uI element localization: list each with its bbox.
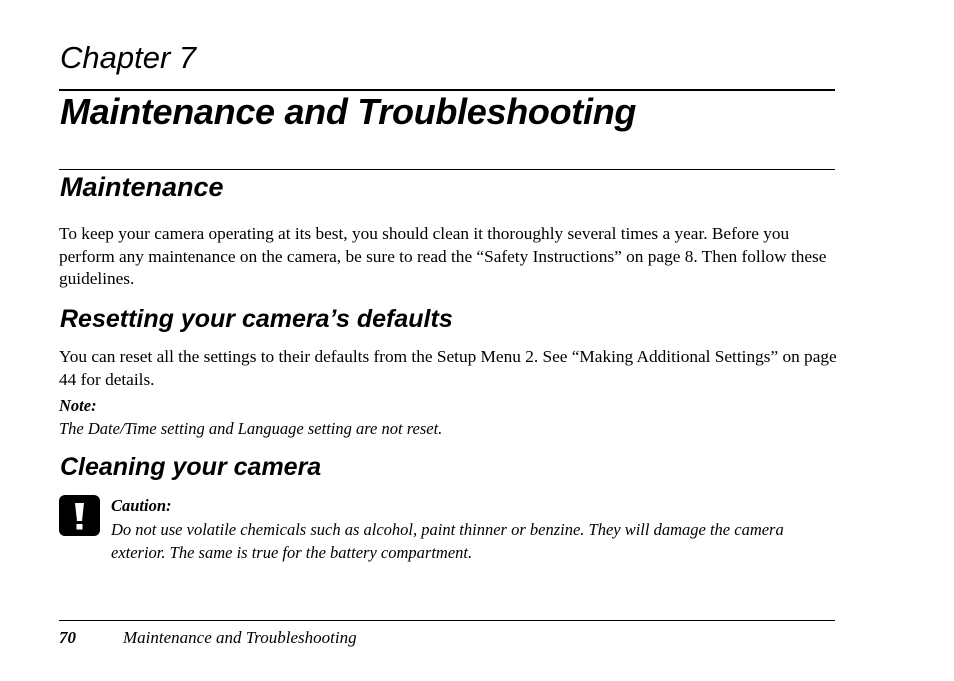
caution-text: Do not use volatile chemicals such as alcohol, paint thinner or benzine. They will damage the camera exterior. The same is true for the battery compartment. — [111, 520, 784, 562]
chapter-title: Maintenance and Troubleshooting — [60, 91, 637, 132]
reset-paragraph: You can reset all the settings to their defaults from the Setup Menu 2. See “Making Additional Settings” on page 44 for details. — [59, 347, 837, 389]
caution-label: Caution: — [111, 496, 172, 515]
cleaning-heading: Cleaning your camera — [60, 453, 322, 481]
note-label: Note: — [59, 396, 97, 415]
chapter-label: Chapter 7 — [60, 40, 197, 75]
footer-rule — [59, 620, 835, 621]
intro-paragraph: To keep your camera operating at its best, you should clean it thoroughly several times a year. Before you perform any maintenance on the camera, be sure to read the “Safety Instructions” on page 8. Then follow these guidelines. — [59, 224, 827, 288]
reset-heading: Resetting your camera’s defaults — [60, 305, 453, 333]
note-text: The Date/Time setting and Language setting are not reset. — [59, 419, 443, 438]
exclamation-icon — [59, 495, 100, 536]
running-footer-title: Maintenance and Troubleshooting — [123, 628, 357, 647]
page-number: 70 — [59, 628, 76, 647]
section-rule — [59, 169, 835, 170]
section-heading: Maintenance — [60, 172, 224, 202]
